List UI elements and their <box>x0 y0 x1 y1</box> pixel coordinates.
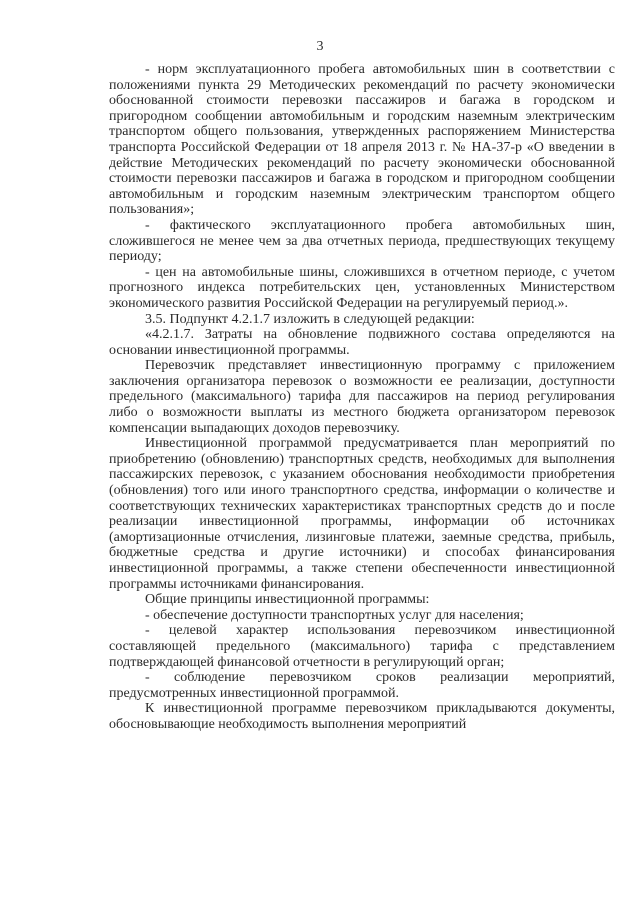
paragraph-carrier-investment-program: Перевозчик представляет инвестиционную программу с приложением заключения организатора перевозок о возможности ее реализации, доступности предельного (максимального) тарифа для пассажиров на период регулирования либо о возможности выплаты из местного бюджета организатором перевозок компенсации выпадающих доходов перевозчику. <box>109 358 615 436</box>
list-item-deadlines: - соблюдение перевозчиком сроков реализации мероприятий, предусмотренных инвестиционной программой. <box>109 670 615 701</box>
paragraph-investment-program-plan: Инвестиционной программой предусматривается план мероприятий по приобретению (обновлению) транспортных средств, необходимых для выполнения пассажирских перевозок, с указанием обоснования необходимости приобретения (обновления) того или иного транспортного средства, информации о количестве и соответствующих технических характеристиках транспортных средств до и после реализации инвестиционной программы, информации об источниках (амортизационные отчисления, лизинговые платежи, заемные средства, прибыль, бюджетные средства и другие источники) и способах финансирования инвестиционной программы, а также степени обеспеченности инвестиционной программы источниками финансирования. <box>109 436 615 592</box>
paragraph-tire-mileage-norms: - норм эксплуатационного пробега автомобильных шин в соответствии с положениями пункта 29 Методических рекомендаций по расчету экономически обоснованной стоимости перевозки пассажиров и багажа в городском и пригородном сообщении автомобильным и городским наземным электрическим транспортом общего пользования, утвержденных распоряжением Министерства транспорта Российской Федерации от 18 апреля 2013 г. № НА-37-р «О введении в действие Методических рекомендаций по расчету экономически обоснованной стоимости перевозки пассажиров и багажа в городском и пригородном сообщении автомобильным и городским наземным электрическим транспортом общего пользования»; <box>109 62 615 218</box>
paragraph-general-principles: Общие принципы инвестиционной программы: <box>145 592 430 608</box>
paragraph-attached-documents: К инвестиционной программе перевозчиком прикладываются документы, обосновывающие необходимость выполнения мероприятий <box>109 701 615 732</box>
list-item-accessibility: - обеспечение доступности транспортных услуг для населения; <box>145 607 524 623</box>
paragraph-clause-4-2-1-7: «4.2.1.7. Затраты на обновление подвижного состава определяются на основании инвестиционной программы. <box>109 327 615 358</box>
paragraph-tire-prices: - цен на автомобильные шины, сложившихся в отчетном периоде, с учетом прогнозного индекса потребительских цен, установленных Министерством экономического развития Российской Федерации на регулируемый период.». <box>109 264 615 311</box>
paragraph-subclause-3-5: 3.5. Подпункт 4.2.1.7 изложить в следующей редакции: <box>145 311 475 327</box>
page-number: 3 <box>316 39 324 54</box>
document-body <box>109 62 615 733</box>
list-item-targeted-use: - целевой характер использования перевозчиком инвестиционной составляющей предельного (максимального) тарифа с представлением подтверждающей финансовой отчетности в регулирующий орган; <box>109 623 615 670</box>
paragraph-actual-tire-mileage: - фактического эксплуатационного пробега автомобильных шин, сложившегося не менее чем за два отчетных периода, предшествующих текущему периоду; <box>109 217 615 265</box>
